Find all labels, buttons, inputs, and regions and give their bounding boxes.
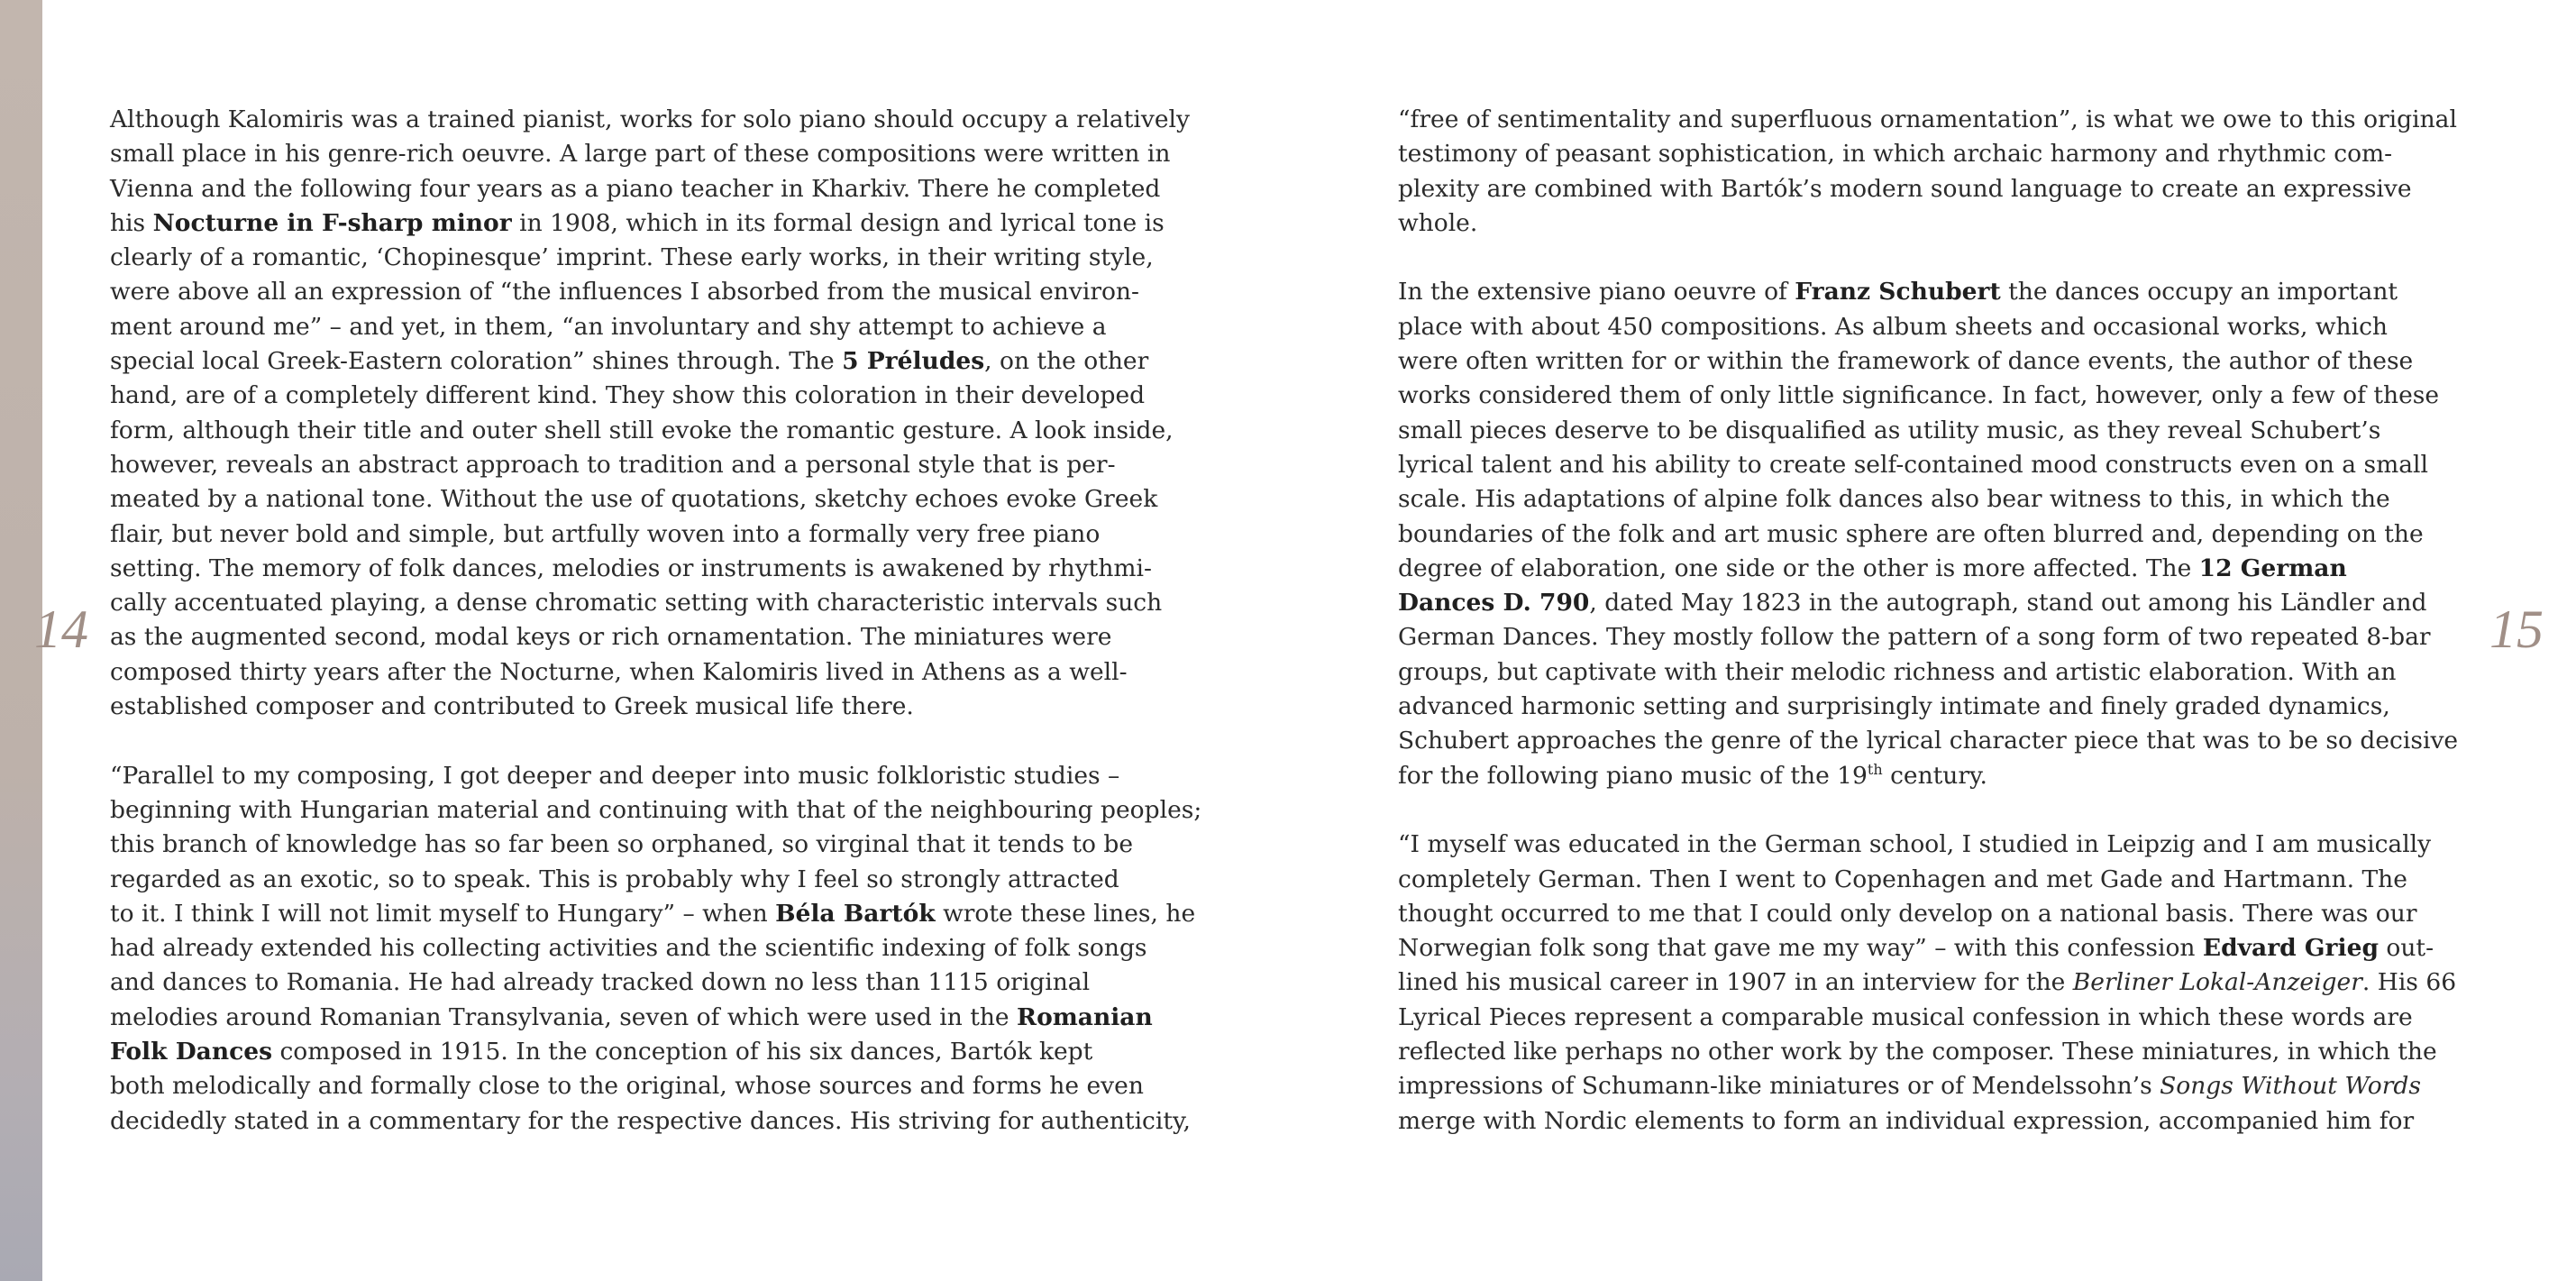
- text-line: works considered them of only little significance. In fact, however, only a few of these: [1398, 381, 2440, 410]
- text-run: , on the other: [984, 347, 1149, 376]
- work-title-german-dances: Dances D. 790: [1398, 589, 1590, 618]
- text-line: groups, but captivate with their melodic richness and artistic elaboration. With an: [1398, 657, 2397, 686]
- text-line: had already extended his collecting activities and the scientific indexing of folk songs: [110, 934, 1147, 963]
- paragraph-gap: [1398, 793, 2471, 828]
- text-line: setting. The memory of folk dances, melodies or instruments is awakened by rhythmi-: [110, 554, 1152, 582]
- text-line: this branch of knowledge has so far been so orphaned, so virginal that it tends to be: [110, 830, 1134, 859]
- text-line: form, although their title and outer shell still evoke the romantic gesture. A look inside,: [110, 416, 1174, 444]
- text-line: hand, are of a completely different kind. They show this coloration in their developed: [110, 381, 1146, 410]
- text-line: German Dances. They mostly follow the pattern of a song form of two repeated 8-bar: [1398, 623, 2431, 652]
- text-line: [1398, 759, 2471, 793]
- text-line: advanced harmonic setting and surprisingly intimate and finely graded dynamics,: [1398, 692, 2390, 721]
- text-line: boundaries of the folk and art music sphere are often blurred and, depending on the: [1398, 519, 2424, 548]
- text-run: In the extensive piano oeuvre of: [1398, 278, 1795, 307]
- text-line: “free of sentimentality and superfluous ornamentation”, is what we owe to this original: [1398, 105, 2457, 133]
- text-line: [1398, 931, 2471, 965]
- text-line: composed thirty years after the Nocturne, when Kalomiris lived in Athens as a well-: [110, 657, 1128, 686]
- text-line: decidedly stated in a commentary for the respective dances. His striving for authenticity,: [110, 1106, 1191, 1135]
- paragraph-schubert: [1398, 275, 2471, 828]
- text-line: [110, 897, 1196, 931]
- text-line: Schubert approaches the genre of the lyrical character piece that was to be so decisive: [1398, 727, 2459, 755]
- work-title-nocturne: Nocturne in F-sharp minor: [152, 208, 512, 237]
- text-line: plexity are combined with Bartók’s modern sound language to create an expressive: [1398, 174, 2412, 203]
- text-line: Vienna and the following four years as a piano teacher in Kharkiv. There he completed: [110, 174, 1161, 203]
- text-line: ment around me” – and yet, in them, “an involuntary and shy attempt to achieve a: [110, 312, 1107, 341]
- text-run: in 1908, which in its formal design and lyrical tone is: [511, 208, 1165, 237]
- text-line: were above all an expression of “the influences I absorbed from the musical environ-: [110, 278, 1139, 307]
- work-title-romanian-folk-dances: Romanian: [1017, 1002, 1153, 1031]
- text-line: [1398, 275, 2471, 309]
- work-title-songs-without-words: Songs Without Words: [2160, 1072, 2421, 1101]
- paragraph-grieg: [1398, 828, 2471, 1139]
- paragraph-bartok-continued: [1398, 103, 2471, 275]
- composer-name-bartok: Béla Bartók: [775, 899, 936, 928]
- paragraph-gap: [1398, 241, 2471, 275]
- text-line: as the augmented second, modal keys or rich ornamentation. The miniatures were: [110, 623, 1112, 652]
- right-page-text-column: [1398, 103, 2471, 1139]
- composer-name-grieg: Edvard Grieg: [2202, 934, 2379, 963]
- text-run: wrote these lines, he: [935, 899, 1196, 928]
- text-line: [1398, 965, 2471, 1000]
- text-line: completely German. Then I went to Copenhagen and met Gade and Hartmann. The: [1398, 865, 2407, 893]
- text-line: merge with Nordic elements to form an individual expression, accompanied him for: [1398, 1106, 2415, 1135]
- text-run: out-: [2378, 934, 2434, 963]
- text-line: [110, 344, 1183, 379]
- text-run: to it. I think I will not limit myself to Hungary” – when: [110, 899, 776, 928]
- text-line: small place in his genre-rich oeuvre. A large part of these compositions were written in: [110, 140, 1171, 169]
- paragraph-gap: [110, 724, 1183, 758]
- text-line: [1398, 552, 2471, 586]
- text-run: . His 66: [2361, 968, 2457, 997]
- text-line: thought occurred to me that I could only develop on a national basis. There was our: [1398, 899, 2417, 928]
- text-run: impressions of Schumann-like miniatures or of Mendelssohn’s: [1398, 1072, 2160, 1101]
- text-line: both melodically and formally close to the original, whose sources and forms he even: [110, 1072, 1144, 1101]
- text-run: Norwegian folk song that gave me my way” – with this confession: [1398, 934, 2203, 963]
- text-run: composed in 1915. In the conception of his six dances, Bartók kept: [272, 1038, 1093, 1066]
- paragraph-bartok: [110, 759, 1202, 1139]
- text-line: scale. His adaptations of alpine folk dances also bear witness to this, in which the: [1398, 485, 2390, 514]
- paragraph-kalomiris: [110, 103, 1190, 759]
- text-line: [1398, 1069, 2471, 1103]
- text-line: meated by a national tone. Without the use of quotations, sketchy echoes evoke Greek: [110, 485, 1158, 514]
- text-run: special local Greek-Eastern coloration” shines through. The: [110, 347, 843, 376]
- text-line: flair, but never bold and simple, but artfully woven into a formally very free piano: [110, 519, 1101, 548]
- text-line: cally accentuated playing, a dense chromatic setting with characteristic intervals such: [110, 589, 1163, 618]
- text-line: and dances to Romania. He had already tracked down no less than 1115 original: [110, 968, 1091, 997]
- newspaper-title: Berliner Lokal-Anzeiger: [2072, 968, 2362, 997]
- text-line: clearly of a romantic, ‘Chopinesque’ imprint. These early works, in their writing style,: [110, 243, 1154, 272]
- work-title-romanian-folk-dances: Folk Dances: [110, 1038, 273, 1066]
- text-run: degree of elaboration, one side or the other is more affected. The: [1398, 554, 2199, 582]
- text-run: century.: [1882, 761, 1987, 790]
- text-line: regarded as an exotic, so to speak. This is probably why I feel so strongly attracted: [110, 865, 1119, 893]
- text-line: however, reveals an abstract approach to tradition and a personal style that is per-: [110, 450, 1116, 479]
- text-line: place with about 450 compositions. As album sheets and occasional works, which: [1398, 312, 2389, 341]
- text-line: [1398, 586, 2471, 620]
- text-run: lined his musical career in 1907 in an interview for the: [1398, 968, 2073, 997]
- text-run: for the following piano music of the 19: [1398, 761, 1868, 790]
- left-page-text-column: [110, 103, 1202, 1139]
- text-line: were often written for or within the framework of dance events, the author of these: [1398, 347, 2414, 376]
- page-number-right: 15: [2489, 599, 2544, 659]
- page-number-left: 14: [34, 599, 88, 659]
- text-line: “Parallel to my composing, I got deeper and deeper into music folkloristic studies –: [110, 761, 1120, 790]
- text-line: established composer and contributed to Greek musical life there.: [110, 692, 914, 721]
- text-line: reflected like perhaps no other work by the composer. These miniatures, in which the: [1398, 1038, 2437, 1066]
- text-line: [110, 206, 1183, 241]
- text-line: small pieces deserve to be disqualified as utility music, as they reveal Schubert’s: [1398, 416, 2381, 444]
- text-run: melodies around Romanian Transylvania, seven of which were used in the: [110, 1002, 1018, 1031]
- text-line: beginning with Hungarian material and continuing with that of the neighbouring peoples;: [110, 795, 1202, 824]
- superscript-th: th: [1867, 760, 1883, 778]
- text-run: , dated May 1823 in the autograph, stand out among his Ländler and: [1589, 589, 2427, 618]
- text-line: [110, 1001, 1183, 1035]
- composer-name-schubert: Franz Schubert: [1795, 278, 2001, 307]
- text-line: lyrical talent and his ability to create self-contained mood constructs even on a small: [1398, 450, 2428, 479]
- text-line: testimony of peasant sophistication, in which archaic harmony and rhythmic com-: [1398, 140, 2393, 169]
- text-run: his: [110, 208, 153, 237]
- text-line: Although Kalomiris was a trained pianist, works for solo piano should occupy a relatively: [110, 105, 1190, 133]
- text-run: the dances occupy an important: [2000, 278, 2398, 307]
- work-title-preludes: 5 Préludes: [842, 347, 985, 376]
- text-line: “I myself was educated in the German school, I studied in Leipzig and I am musically: [1398, 830, 2432, 859]
- text-line: [110, 1035, 1183, 1069]
- text-line: whole.: [1398, 208, 1478, 237]
- work-title-german-dances: 12 German: [2198, 554, 2347, 582]
- text-line: Lyrical Pieces represent a comparable musical confession in which these words are: [1398, 1002, 2413, 1031]
